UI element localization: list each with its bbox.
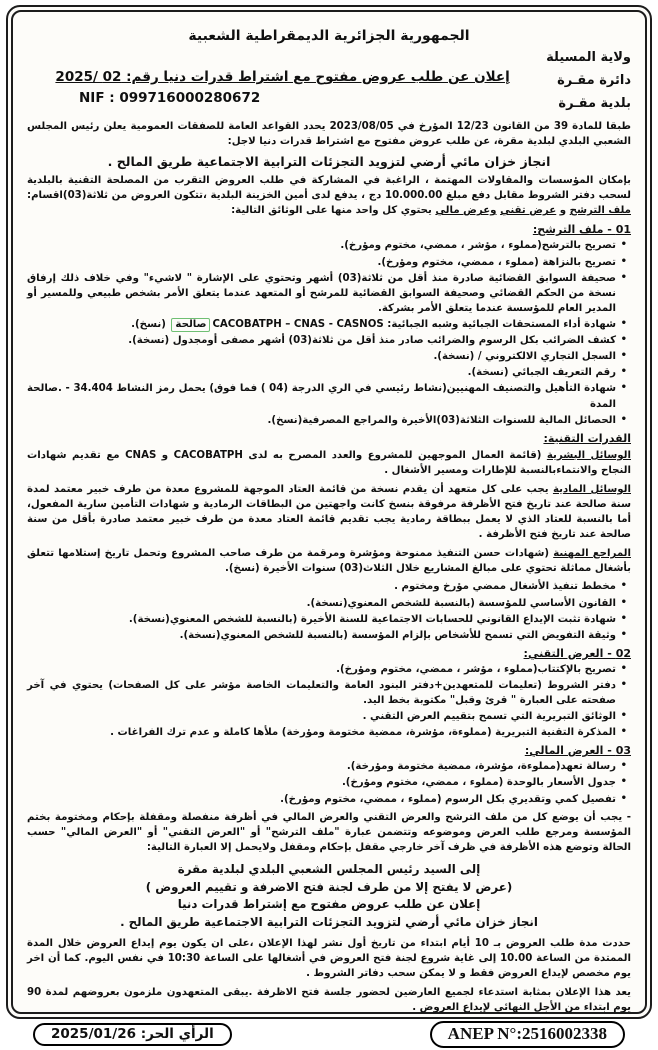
requirement-item: • شهادة التأهيل والتصنيف المهنيين(نشاط رئيسي في الري الدرجة (04 ) فما فوق) يحمل رمز النشاط 34.404 - .صالحة المدة — [27, 381, 627, 411]
requirement-item: • تصريح بالنزاهة (مملوء ، ممضي، مختوم ومؤرخ). — [27, 255, 627, 270]
candidacy-requirements-list — [27, 237, 631, 428]
segment-technical-offer: عرض تقني — [500, 205, 557, 217]
professional-references-text: (شهادات حسن التنفيذ ممنوحة ومؤشرة ومرقمة من طرف صاحب المشروع وتحمل تاريخ إستلامها تتعلق بأشغال مماثلة تحتوي على مبالغ المشاريع خلال الثلاث(03) سنوات الأخيرة (نسخ). — [27, 548, 631, 575]
envelope-project-line: انجاز خزان مائي أرضي لتزويد التجزئات الترابية الاجتماعية طريق المالح . — [120, 914, 538, 929]
section-heading-financial-offer: 03 - العرض المالي: — [524, 744, 631, 758]
section-heading-technical-capacities: القدرات التقنية: — [543, 431, 631, 445]
participation-text-pre: بإمكان المؤسسات والمقاولات المهتمة ، الراغبة في المشاركة في طلب العروض التقرب من المصلحة التقنية بالبلدية لسحب دفتر الشروط مقابل دفع مبلغ 10.000.00 دج ، يدفع لدى أمين الخزينة البلدية ،تتكون العروض من ثلاثة(03)اقسام: — [27, 175, 631, 202]
material-resources-lead: الوسائل المادية — [552, 483, 631, 495]
newspaper-date-badge: الرأي الحر: 2025/01/26 — [33, 1023, 232, 1046]
professional-references-paragraph — [27, 546, 631, 576]
commune-label: بلدية مقـرة — [558, 96, 631, 111]
envelope-instruction-paragraph: - يجب أن يوضع كل من ملف الترشح والعرض التقني والعرض المالي في أظرفة منفصلة ومقفلة بإحكام ومختومة بختم المؤسسة ومرجع طلب العرض وموضوعه وتتضمن عبارة "ملف الترشح" أو "العرض التقني" أو "العرض المالي" حسب الحالة وتوضع هذه الأظرفة في ظرف آخر خارجي مقفل بإحكام ومقفل ولايحمل إلا العبارة التالية: — [27, 811, 631, 853]
inner-frame-border — [11, 10, 647, 1044]
offer-validity-paragraph: يعد هذا الإعلان بمثابة استدعاء لجميع العارضين لحضور جلسة فتح الاظرفة .يبقى المتعهدون ملزمون بعروضهم لمدة 90 يوم ابتداء من الأجل النهائي لإيداع العروض . — [27, 986, 631, 1014]
requirement-item: • صحيفة السوابق القضائية صادرة منذ أقل من ثلاثة(03) أشهر وتحتوي على الإشارة " لاشيء" وفي خلاف ذلك إرفاق نسخة من الحكم القضائي وصحيفة السوابق القضائية للمرشح أو المتعهد عندما يتعلق الأمر بشخص طبيعي وللمسير أو المدير العام للمؤسسة عندما يتعلق الأمر بشركة. — [27, 271, 627, 316]
capacities-requirements-list — [27, 578, 631, 643]
requirement-item: • دفتر الشروط (تعليمات للمتعهدين+دفتر البنود العامة والتعليمات الخاصة مؤشر على كل الصفحات) يحتوي في آخر صفحته على العبارة " قرئ وقبل" مكتوبة بخط اليد. — [27, 678, 627, 708]
anep-number-badge: ANEP N°:2516002338 — [430, 1021, 625, 1048]
requirement-item: • السجل التجاري الالكتروني / (نسخة). — [27, 349, 627, 364]
requirement-item: • القانون الأساسي للمؤسسة (بالنسبة للشخص المعنوي(نسخة). — [27, 596, 627, 611]
document-header — [27, 46, 631, 115]
wilaya-label: ولاية المسيلة — [546, 50, 631, 65]
envelope-address-block — [27, 861, 631, 932]
technical-offer-list — [27, 661, 631, 741]
envelope-open-note-line: (عرض لا يفتح إلا من طرف لجنة فتح الاضرفة و تقييم العروض ) — [145, 879, 513, 894]
professional-references-lead: المراجع المهنية — [553, 548, 631, 560]
segment-separator-1: و — [556, 205, 570, 217]
outer-frame-border — [6, 5, 652, 1044]
requirement-item: • شهادة تثبت الإيداع القانوني للحسابات الاجتماعية للسنة الأخيرة (بالنسبة للشخص المعنوي(نسخة). — [27, 612, 627, 627]
requirement-item: • المذكرة التقنية التبريرية (مملوءة، مؤشرة، ممضية مختومة ومؤرخة) ملأها كاملة و عدم ترك الفراغات . — [27, 725, 627, 740]
material-resources-text: يجب على كل متعهد أن يقدم نسخة من قائمة العتاد الموجهة للمشروع معدة من طرف خبير معتمد لمدة سنة صالحة عند تاريخ فتح الأظرفة مرفوقة بنسخ كانت واجهتين من البطاقات الرمادية و شهادات التأمين سارية المفعول، أما بالنسبة للعتاد الذي لا يعمل ببطاقة رمادية يجب تقديم قائمة العتاد معدة من طرف خبير معتمد صادرة بأقل من سنة صالحة عند تاريخ فتح الأظرفة . — [27, 483, 631, 541]
legal-basis-paragraph: طبقا للمادة 39 من القانون 12/23 المؤرخ في 2023/08/05 يحدد القواعد العامة للصفقات العمومية يعلن رئيس المجلس الشعبي البلدي لبلدية مقرة، عن طلب عروض مفتوح مع اشتراط قدرات دنيا لاجل: — [27, 121, 632, 148]
segment-financial-offer: وعرض مالي — [435, 205, 497, 217]
requirement-item-fiscal-certificates — [27, 317, 627, 332]
envelope-notice-line: إعلان عن طلب عروض مفتوح مع إشتراط قدرات دنيا — [177, 897, 481, 912]
document-footer — [27, 1017, 631, 1050]
participation-text-post: يحتوي كل واحد منها على الوثائق التالية: — [231, 205, 436, 217]
requirement-item: • رقم التعريف الجبائي (نسخة). — [27, 365, 627, 380]
requirement-item: • الوثائق التبريرية التي تسمح بتقييم العرض التقني . — [27, 709, 627, 724]
section-heading-candidacy-file: 01 - ملف الترشح: — [532, 223, 631, 237]
project-title: انجاز خزان مائي أرضي لتزويد التجزئات الترابية الاجتماعية طريق المالح . — [107, 154, 551, 170]
segment-candidacy-file: ملف الترشح — [569, 205, 631, 217]
header-center — [27, 46, 538, 115]
material-resources-paragraph — [27, 482, 631, 542]
validity-highlight: صالحة — [171, 318, 210, 332]
requirement-item: • وثيقة التفويض التي تسمح للأشخاص بإلزام المؤسسة (بالنسبة للشخص المعنوي(نسخة). — [27, 628, 627, 643]
requirement-item: • رسالة تعهد(مملوءة، مؤشرة، ممضية مختومة ومؤرخة). — [27, 759, 627, 774]
section-heading-technical-offer: 02 - العرض التقني: — [523, 646, 631, 660]
submission-duration-paragraph: حددت مدة طلب العروض بـ 10 أيام ابتداء من تاريخ أول نشر لهذا الإعلان ،على ان يكون يوم إيداع العروض خلال المدة الممتدة من الساعة 10.00 إلى غاية شروع لجنة فتح العروض في أشغالها على الساعة 10:30 في نفس اليوم. كما أن اخر يوم مخصص لإيداع العروض فقط و لا يمكن سحب دفاتر الشروط . — [27, 937, 632, 979]
human-resources-paragraph — [27, 448, 631, 478]
envelope-addressee-line: إلى السيد رئيس المجلس الشعبي البلدي لبلدية مقرة — [177, 861, 481, 876]
nif-number: NIF : 099716000280672 — [79, 90, 261, 106]
requirement-item: • كشف الضرائب بكل الرسوم والضرائب صادر منذ أقل من ثلاثة(03) أشهر مصفى أومجدول (نسخة). — [27, 333, 627, 348]
requirement-item: • الحصائل المالية للسنوات الثلاثة(03)الأخيرة والمراجع المصرفية(نسخ). — [27, 413, 627, 428]
financial-offer-list — [27, 758, 631, 807]
social-funds-codes: CACOBATPH – CNAS - CASNOS — [212, 318, 384, 330]
human-resources-lead: الوسائل البشرية — [546, 449, 631, 461]
republic-heading: الجمهورية الجزائرية الديمقراطية الشعبية — [188, 28, 470, 44]
authority-labels — [546, 46, 631, 115]
fees-text-pre: شهادة أداء المستحقات الجبائية وشبه الجبائية: — [383, 318, 616, 330]
participation-paragraph — [27, 173, 631, 218]
human-resources-text: (قائمة العمال الموجهين للمشروع والعدد المصرح به لدى CACOBATPH و CNAS مع تقديم شهادات النجاح والانتماءبالنسبة للإطارات ومسير الأشغال . — [27, 449, 631, 476]
fees-text-post: (نسخ). — [131, 318, 170, 330]
requirement-item: • تفصيل كمي وتقديري بكل الرسوم (مملوء ، ممضي، مختوم ومؤرخ). — [27, 792, 627, 807]
requirement-item: • تصريح بالإكتتاب(مملوء ، مؤشر ، ممضي، مختوم ومؤرخ). — [27, 662, 627, 677]
daira-label: دائرة مقـرة — [557, 73, 631, 88]
requirement-item: • جدول الأسعار بالوحدة (مملوء ، ممضي، مختوم ومؤرخ). — [27, 775, 627, 790]
notice-title: إعلان عن طلب عروض مفتوح مع اشتراط قدرات دنيا رقم: 02 /2025 — [55, 69, 510, 85]
requirement-item: • تصريح بالترشح(مملوء ، مؤشر ، ممضي، مختوم ومؤرخ). — [27, 238, 627, 253]
requirement-item: • مخطط تنفيذ الأشغال ممضي مؤرخ ومختوم . — [27, 579, 627, 594]
